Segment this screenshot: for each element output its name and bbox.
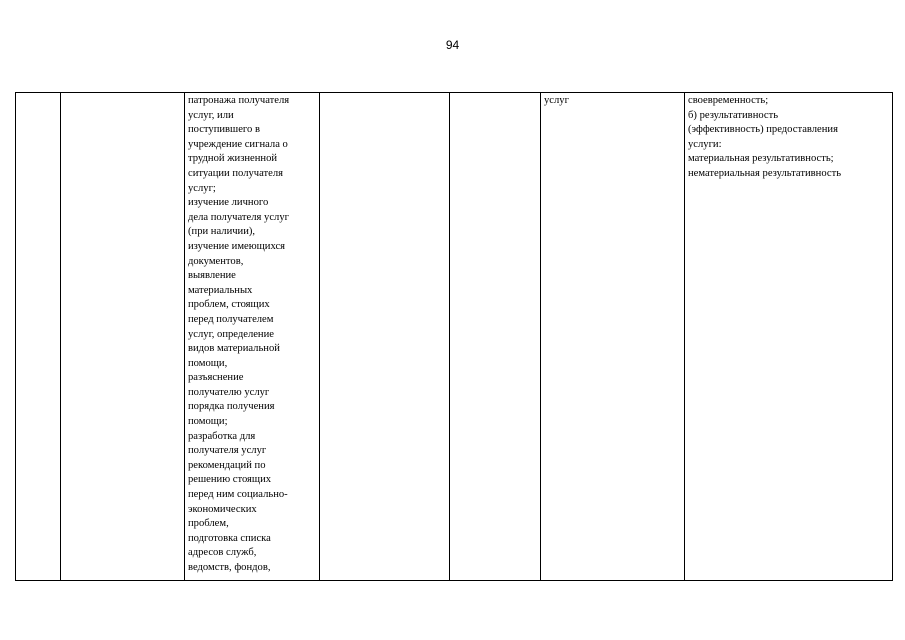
cell-text-line: получателю услуг [188, 386, 270, 398]
cell-text-line: экономических [188, 503, 257, 515]
cell-text-line: услуг; [188, 182, 216, 194]
cell-text-line: получателя услуг [188, 445, 267, 457]
table-cell-service-content [185, 93, 320, 581]
cell-text-line: проблем, [188, 518, 229, 530]
cell-text-line: изучение имеющихся [188, 240, 286, 252]
cell-text-line: выявление [188, 270, 236, 282]
cell-text-line: учреждение сигнала о [188, 138, 288, 150]
cell-text-line: поступившего в [188, 124, 260, 136]
cell-text-line: (эффективность) предоставления [688, 124, 838, 136]
table-cell-col2 [61, 93, 185, 581]
cell-text-line: материальных [188, 284, 253, 296]
cell-text-line: ситуации получателя [188, 167, 284, 179]
page-number: 94 [445, 38, 460, 52]
cell-text-line: нематериальная результативность [688, 167, 842, 179]
cell-text-line: помощи; [188, 416, 228, 428]
cell-text-line: своевременность; [688, 95, 769, 106]
cell-text-line: услуги: [688, 138, 722, 150]
cell-text-line: решению стоящих [188, 474, 272, 486]
cell-text-line: услуг [544, 95, 569, 106]
cell-text-line: услуг, определение [188, 328, 274, 340]
cell-text-line: материальная результативность; [688, 153, 834, 165]
cell-text-line: перед получателем [188, 313, 274, 325]
cell-text-line: б) результативность [688, 109, 779, 121]
cell-text-line: услуг, или [188, 109, 234, 121]
table-cell-col4 [320, 93, 450, 581]
cell-text-line: разъяснение [188, 372, 244, 384]
cell-text-line: помощи, [188, 357, 228, 369]
cell-text-line: подготовка списка [188, 532, 271, 544]
cell-text-line: перед ним социально- [188, 489, 288, 501]
cell-text-line: проблем, стоящих [188, 299, 270, 311]
cell-text-line: изучение личного [188, 197, 269, 209]
cell-text-line: ведомств, фондов, [188, 562, 271, 573]
table-cell-col1 [16, 93, 61, 581]
cell-text-line: рекомендаций по [188, 459, 266, 471]
services-table [15, 92, 893, 581]
cell-text-line: адресов служб, [188, 547, 257, 559]
cell-text-line: документов, [188, 255, 244, 267]
cell-text-line: дела получателя услуг [188, 211, 289, 223]
table-cell-col5 [450, 93, 541, 581]
cell-text-line: патронажа получателя [188, 95, 290, 106]
table-cell-col6 [541, 93, 685, 581]
cell-text-line: разработка для [188, 430, 256, 442]
cell-text-line: порядка получения [188, 401, 275, 413]
table-cell-quality-indicators [685, 93, 893, 581]
cell-text-line: видов материальной [188, 343, 280, 355]
cell-text-line: трудной жизненной [188, 153, 278, 165]
table-row [16, 93, 893, 581]
cell-text-line: (при наличии), [188, 226, 256, 238]
